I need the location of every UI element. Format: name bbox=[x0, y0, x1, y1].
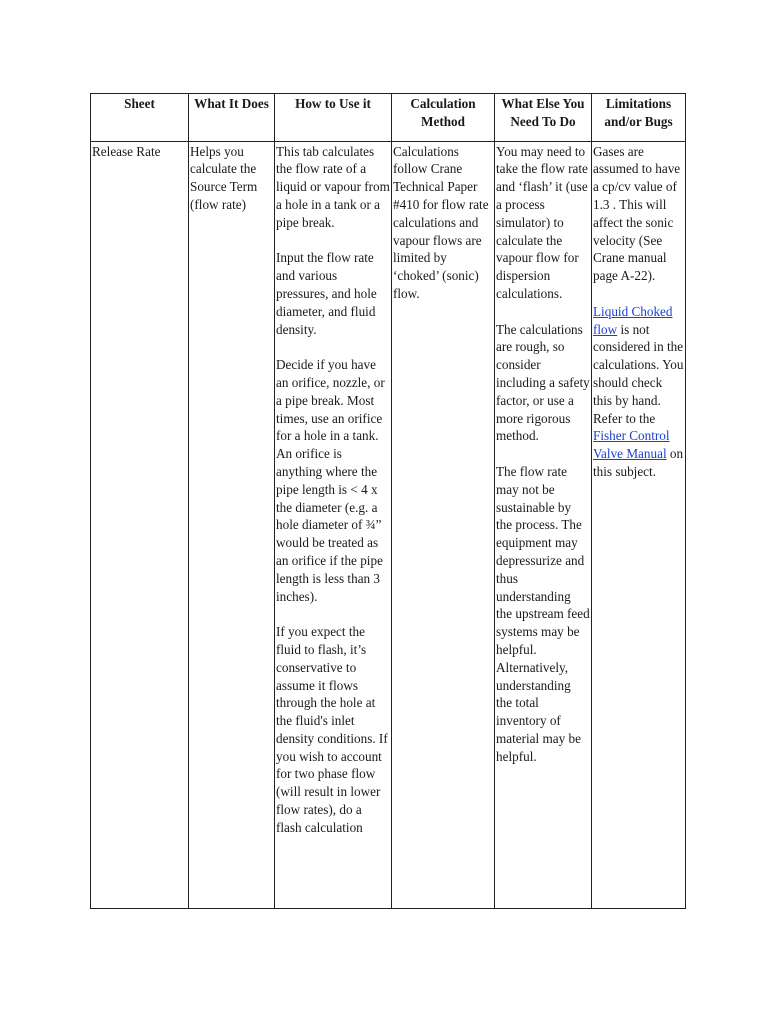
cell-calculation-method: Calculations follow Crane Technical Paper #410 for flow rate calculations and vapour flows are limited by ‘choked’ (sonic) flow. bbox=[392, 141, 495, 908]
limitations-paragraph-2 bbox=[593, 303, 684, 481]
header-sheet: Sheet bbox=[91, 94, 189, 142]
how-to-use-paragraph: This tab calculates the flow rate of a liquid or vapour from a hole in a tank or a pipe break. bbox=[276, 143, 390, 230]
what-else-paragraph: You may need to take the flow rate and ‘flash’ it (use a process simulator) to calculate the vapour flow for dispersion calculations. bbox=[496, 143, 588, 301]
header-what-else: What Else You Need To Do bbox=[495, 94, 592, 142]
what-else-paragraph: The calculations are rough, so consider including a safety factor, or use a more rigorous method. bbox=[496, 321, 590, 444]
how-to-use-paragraph: If you expect the fluid to flash, it’s conservative to assume it flows through the hole at the fluid's inlet density conditions. If you wish to account for two phase flow (will result in lower flow rates), do a flash calculation bbox=[276, 624, 388, 835]
cell-what-else bbox=[495, 141, 592, 908]
how-to-use-paragraph: Decide if you have an orifice, nozzle, or a pipe break. Most times, use an orifice for a hole in a tank. An orifice is anything where the pipe length is < 4 x the diameter (e.g. a hole diameter of ¾” would be treated as an orifice if the pipe length is less than 3 inches). bbox=[276, 357, 385, 604]
cell-what-it-does: Helps you calculate the Source Term (flow rate) bbox=[189, 141, 275, 908]
header-calculation-method: Calculation Method bbox=[392, 94, 495, 142]
specification-table bbox=[90, 93, 686, 909]
header-limitations: Limitations and/or Bugs bbox=[592, 94, 686, 142]
cell-limitations bbox=[592, 141, 686, 908]
header-row bbox=[91, 94, 686, 142]
table-row bbox=[91, 141, 686, 908]
cell-sheet: Release Rate bbox=[91, 141, 189, 908]
limitations-text-end: on this subject. bbox=[593, 446, 684, 479]
fisher-manual-link[interactable]: Fisher Control Valve Manual bbox=[593, 428, 670, 462]
header-what-it-does: What It Does bbox=[189, 94, 275, 142]
limitations-text: is not considered in the calculations. You should check this by hand. Refer to the bbox=[593, 321, 684, 426]
what-else-paragraph: The flow rate may not be sustainable by the process. The equipment may depressurize and thus understanding the upstream feed systems may be helpful. Alternatively, understanding the total inventory of material may be helpful. bbox=[496, 463, 590, 764]
header-how-to-use: How to Use it bbox=[275, 94, 392, 142]
liquid-choked-flow-link[interactable]: Liquid Choked flow bbox=[593, 303, 673, 337]
cell-how-to-use bbox=[275, 141, 392, 908]
limitations-paragraph: Gases are assumed to have a cp/cv value of 1.3 . This will affect the sonic velocity (See Crane manual page A-22). bbox=[593, 143, 681, 284]
how-to-use-paragraph: Input the flow rate and various pressures, and hole diameter, and fluid density. bbox=[276, 250, 377, 337]
